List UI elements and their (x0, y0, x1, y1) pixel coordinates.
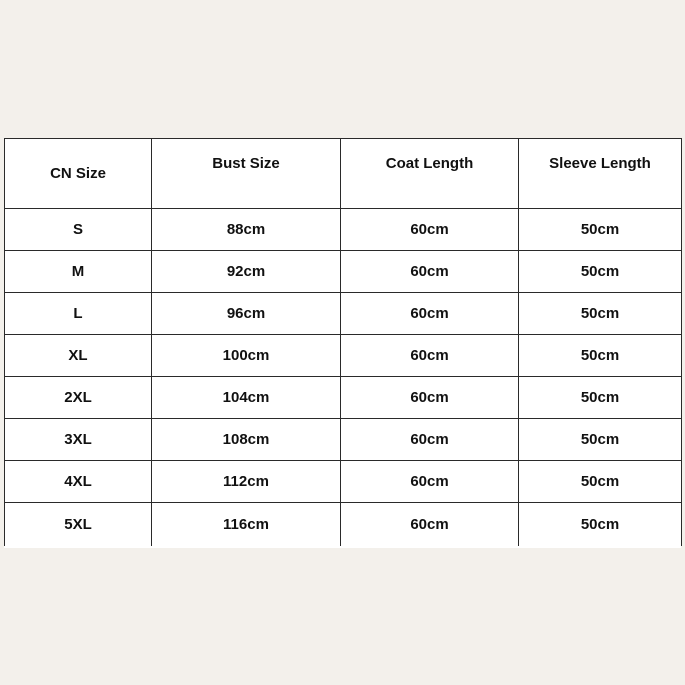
cell-sleeve-length: 50cm (519, 251, 682, 293)
cell-bust: 92cm (152, 251, 341, 293)
cell-bust: 100cm (152, 335, 341, 377)
cell-bust: 96cm (152, 293, 341, 335)
size-table (4, 138, 682, 546)
cell-size: L (5, 293, 152, 335)
size-chart (4, 138, 681, 548)
cell-coat-length: 60cm (341, 377, 519, 419)
cell-coat-length: 60cm (341, 461, 519, 503)
cell-sleeve-length: 50cm (519, 419, 682, 461)
cell-sleeve-length: 50cm (519, 209, 682, 251)
cell-size: 5XL (5, 503, 152, 547)
cell-coat-length: 60cm (341, 251, 519, 293)
cell-bust: 112cm (152, 461, 341, 503)
table-row (5, 377, 682, 419)
cell-size: XL (5, 335, 152, 377)
table-row (5, 251, 682, 293)
cell-sleeve-length: 50cm (519, 335, 682, 377)
cell-bust: 104cm (152, 377, 341, 419)
cell-bust: 116cm (152, 503, 341, 547)
cell-coat-length: 60cm (341, 335, 519, 377)
cell-bust: 108cm (152, 419, 341, 461)
cell-sleeve-length: 50cm (519, 503, 682, 547)
cell-size: 4XL (5, 461, 152, 503)
table-row (5, 209, 682, 251)
cell-coat-length: 60cm (341, 419, 519, 461)
cell-size: M (5, 251, 152, 293)
cell-coat-length: 60cm (341, 503, 519, 547)
header-sleeve-length: Sleeve Length (519, 139, 682, 209)
header-cn-size: CN Size (5, 139, 152, 209)
table-row (5, 503, 682, 547)
cell-sleeve-length: 50cm (519, 377, 682, 419)
table-row (5, 419, 682, 461)
header-bust-size: Bust Size (152, 139, 341, 209)
cell-size: 2XL (5, 377, 152, 419)
cell-bust: 88cm (152, 209, 341, 251)
cell-size: S (5, 209, 152, 251)
table-row (5, 461, 682, 503)
cell-sleeve-length: 50cm (519, 461, 682, 503)
header-coat-length: Coat Length (341, 139, 519, 209)
cell-size: 3XL (5, 419, 152, 461)
header-row (5, 139, 682, 209)
table-row (5, 293, 682, 335)
table-row (5, 335, 682, 377)
cell-coat-length: 60cm (341, 209, 519, 251)
cell-sleeve-length: 50cm (519, 293, 682, 335)
cell-coat-length: 60cm (341, 293, 519, 335)
